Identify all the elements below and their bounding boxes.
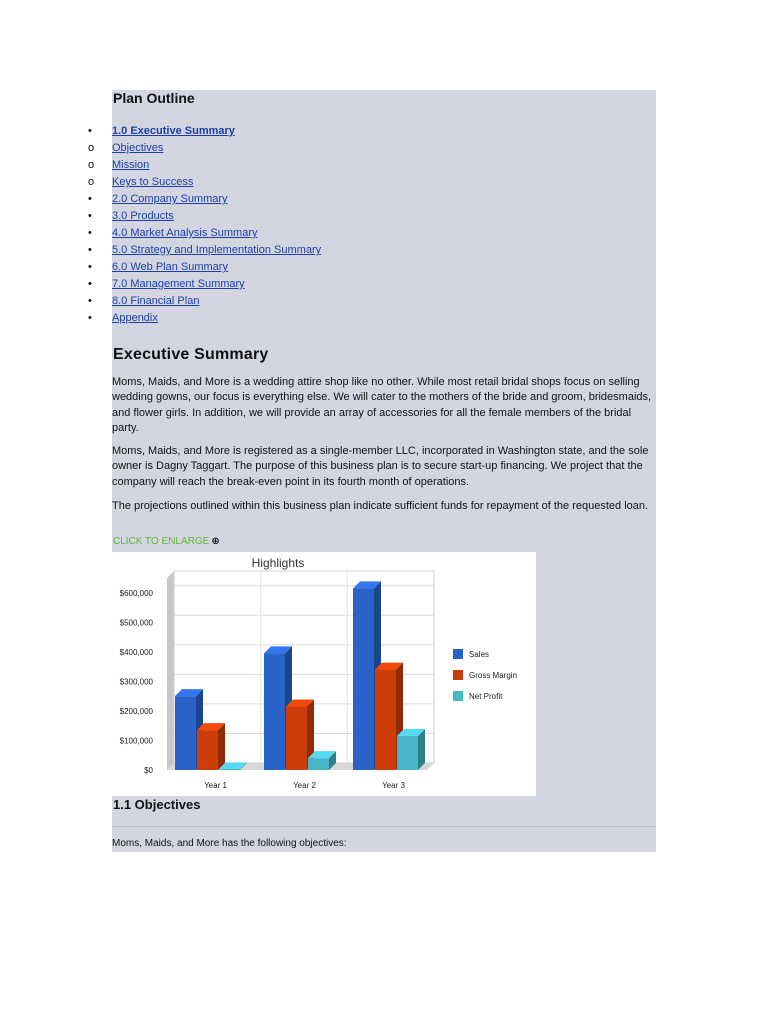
objectives-heading: 1.1 Objectives: [113, 797, 201, 812]
outline-link[interactable]: 3.0 Products: [112, 210, 174, 222]
outline-link[interactable]: Objectives: [112, 142, 164, 154]
outline-item: [0, 158, 321, 175]
outline-item: [0, 226, 321, 243]
bar-sales: [264, 653, 285, 770]
executive-paragraph-2: Moms, Maids, and More is registered as a single-member LLC, incorporated in Washington state, and the sole owner is Dagny Taggart. The purpose of this business plan is to secure start-up financing. We project that the company will reach the break-even point in its fourth month of operations.: [112, 445, 649, 488]
bullet-icon: •: [88, 193, 92, 205]
section-divider: [112, 826, 656, 827]
bullet-icon: •: [88, 261, 92, 273]
outline-link[interactable]: Keys to Success: [112, 176, 194, 188]
y-tick-label: $600,000: [119, 588, 153, 598]
outline-item: [0, 209, 321, 226]
outline-item: [0, 311, 321, 328]
bar-gross-margin: [286, 706, 307, 770]
executive-paragraph-1: Moms, Maids, and More is a wedding attire shop like no other. While most retail bridal shops focus on selling wedding gowns, our focus is everything else. We will cater to the mothers of the bride and groom, bridesmaids, and flower girls. In addition, we will provide an array of accessories for all the female members of the bridal party.: [112, 376, 652, 435]
bullet-icon: •: [88, 312, 92, 324]
circle-bullet-icon: o: [88, 159, 95, 171]
bullet-icon: •: [88, 210, 92, 222]
legend-swatch: [453, 670, 463, 680]
legend-label: Sales: [469, 650, 490, 659]
legend-swatch: [453, 691, 463, 701]
outline-item: [0, 192, 321, 209]
bar-side: [218, 723, 225, 770]
bar-net-profit: [219, 769, 240, 770]
bar-net-profit: [397, 736, 418, 770]
bullet-icon: •: [88, 125, 92, 137]
x-tick-label: Year 2: [293, 781, 316, 790]
plan-outline-list: [0, 124, 321, 328]
x-tick-label: Year 3: [382, 781, 405, 790]
outline-link[interactable]: 2.0 Company Summary: [112, 193, 228, 205]
outline-item: [0, 277, 321, 294]
click-to-enlarge-link[interactable]: [113, 536, 220, 547]
outline-link[interactable]: Mission: [112, 159, 150, 171]
bar-net-profit: [308, 758, 329, 770]
outline-item: [0, 294, 321, 311]
bar-gross-margin: [197, 730, 218, 770]
outline-item: [0, 175, 321, 192]
bar-side: [418, 729, 425, 770]
highlights-chart-svg: [112, 552, 536, 796]
enlarge-label: CLICK TO ENLARGE: [113, 536, 210, 547]
outline-link[interactable]: 7.0 Management Summary: [112, 278, 245, 290]
bar-gross-margin: [375, 670, 396, 770]
outline-link[interactable]: 1.0 Executive Summary: [112, 125, 235, 137]
bullet-icon: •: [88, 227, 92, 239]
y-tick-label: $200,000: [119, 706, 153, 716]
y-tick-label: $500,000: [119, 618, 153, 628]
outline-link[interactable]: Appendix: [112, 312, 158, 324]
outline-link[interactable]: 6.0 Web Plan Summary: [112, 261, 228, 273]
chart-title: Highlights: [251, 556, 305, 570]
objectives-intro: Moms, Maids, and More has the following objectives:: [112, 838, 347, 849]
legend-swatch: [453, 649, 463, 659]
circle-bullet-icon: o: [88, 176, 95, 188]
outline-item: [0, 124, 321, 141]
outline-link[interactable]: 8.0 Financial Plan: [112, 295, 200, 307]
legend-label: Gross Margin: [469, 671, 518, 680]
outline-item: [0, 141, 321, 158]
executive-paragraph-3: The projections outlined within this business plan indicate sufficient funds for repayment of the requested loan.: [112, 500, 649, 512]
outline-link[interactable]: 5.0 Strategy and Implementation Summary: [112, 244, 322, 256]
y-tick-label: $100,000: [119, 736, 153, 746]
bar-sales: [353, 588, 374, 770]
highlights-chart[interactable]: [112, 552, 536, 796]
magnifier-icon: ⊕: [211, 536, 220, 547]
x-tick-label: Year 1: [204, 781, 227, 790]
outline-item: [0, 243, 321, 260]
bullet-icon: •: [88, 278, 92, 290]
legend-label: Net Profit: [469, 692, 503, 701]
chart-side-wall: [167, 571, 174, 770]
outline-link[interactable]: 4.0 Market Analysis Summary: [112, 227, 258, 239]
bullet-icon: •: [88, 295, 92, 307]
executive-summary-heading: Executive Summary: [113, 346, 269, 363]
y-tick-label: $400,000: [119, 647, 153, 657]
bar-sales: [175, 696, 196, 770]
y-tick-label: $300,000: [119, 677, 153, 687]
y-tick-label: $0: [144, 766, 153, 775]
plan-outline-title: Plan Outline: [113, 90, 195, 106]
outline-item: [0, 260, 321, 277]
bullet-icon: •: [88, 244, 92, 256]
circle-bullet-icon: o: [88, 142, 95, 154]
